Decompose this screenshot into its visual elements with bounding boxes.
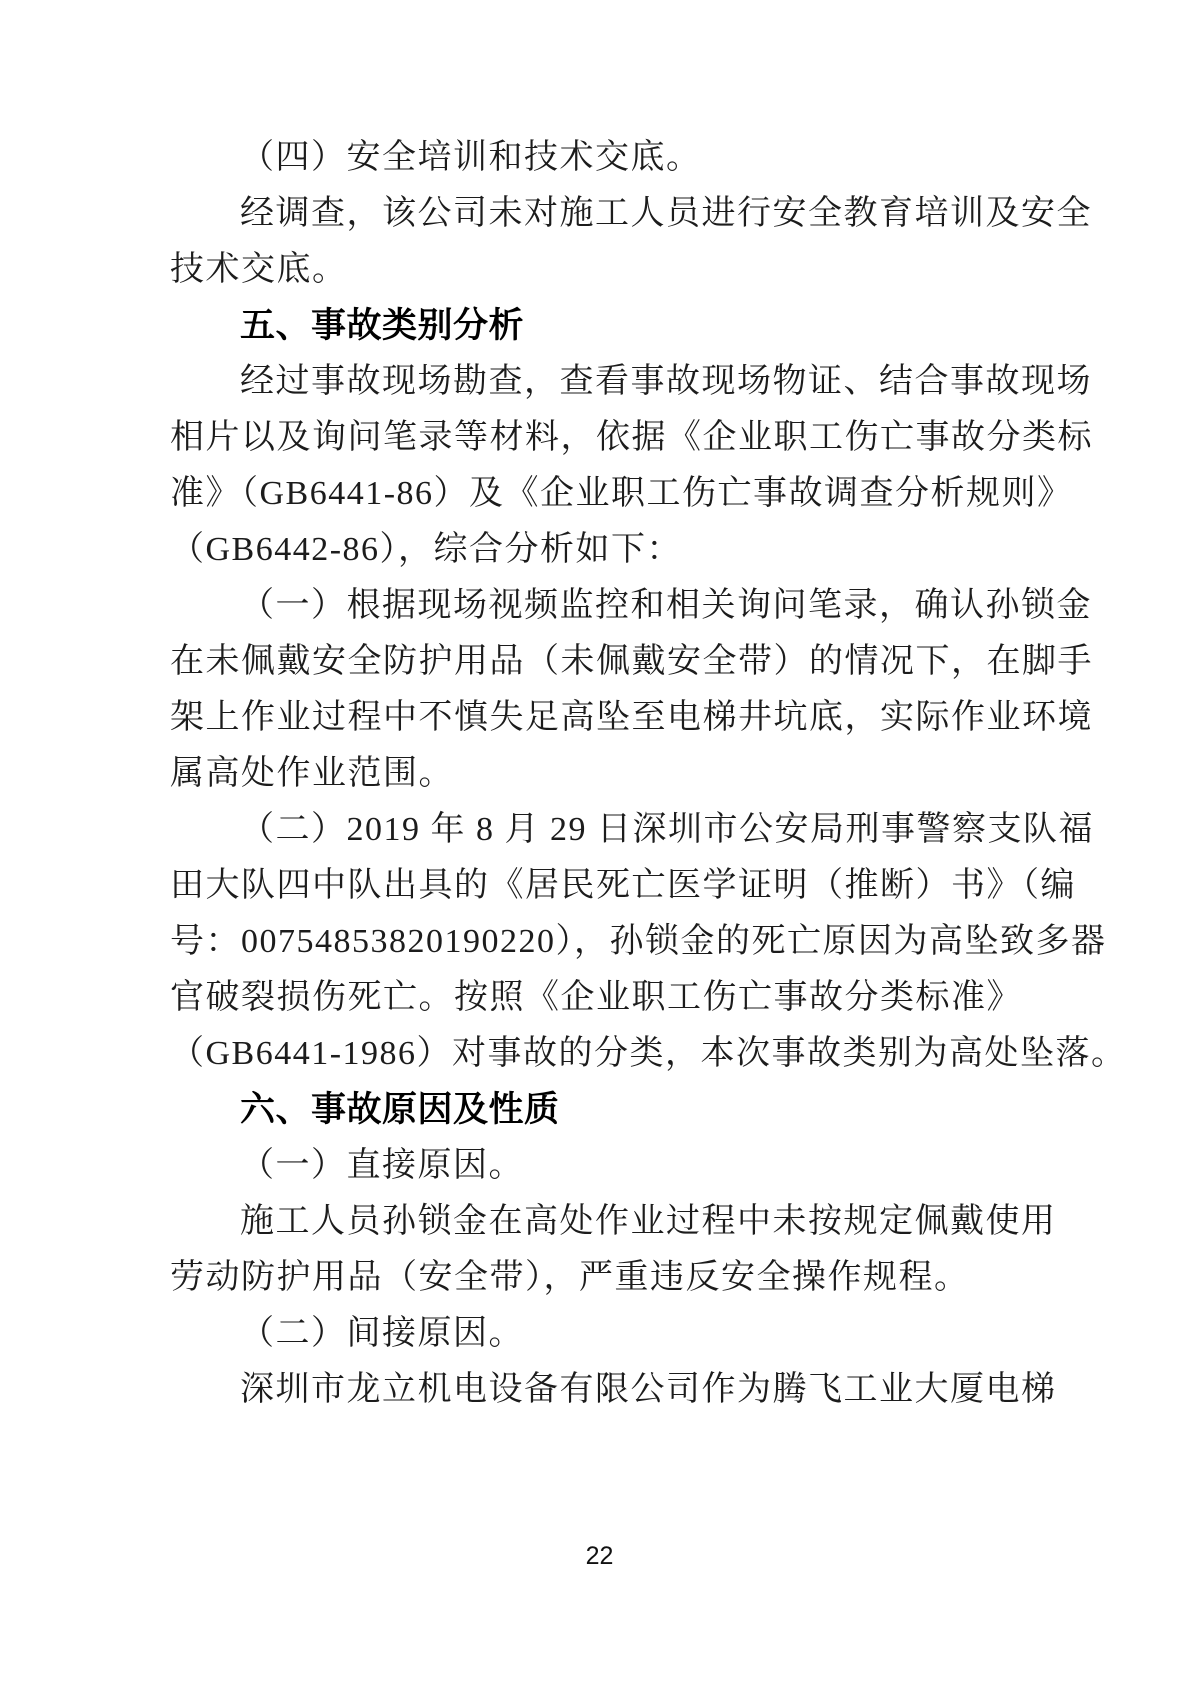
text-line: 在未佩戴安全防护用品（未佩戴安全带）的情况下，在脚手 <box>170 643 1093 680</box>
text-line: 技术交底。 <box>170 251 348 288</box>
text-line: 号：00754853820190220），孙锁金的死亡原因为高坠致多器 <box>170 923 1107 960</box>
text-line: （四）安全培训和技术交底。 <box>240 139 702 176</box>
page-number: 22 <box>585 1542 614 1570</box>
text-line: 属高处作业范围。 <box>170 755 454 792</box>
text-line: （一）根据现场视频监控和相关询问笔录，确认孙锁金 <box>240 587 1092 624</box>
text-line: 施工人员孙锁金在高处作业过程中未按规定佩戴使用 <box>240 1203 1057 1240</box>
text-line: 深圳市龙立机电设备有限公司作为腾飞工业大厦电梯 <box>240 1371 1057 1408</box>
text-line: 田大队四中队出具的《居民死亡医学证明（推断）书》（编 <box>170 867 1076 904</box>
text-line: 官破裂损伤死亡。按照《企业职工伤亡事故分类标准》 <box>170 979 1022 1016</box>
text-line: （二）2019 年 8 月 29 日深圳市公安局刑事警察支队福 <box>240 811 1094 848</box>
text-line: 劳动防护用品（安全带），严重违反安全操作规程。 <box>170 1259 970 1296</box>
section-heading: 五、事故类别分析 <box>240 306 525 345</box>
text-line: 相片以及询问笔录等材料，依据《企业职工伤亡事故分类标 <box>170 419 1093 456</box>
text-line: 经调查，该公司未对施工人员进行安全教育培训及安全 <box>240 195 1092 232</box>
text-line: （GB6441-1986）对事故的分类，本次事故类别为高处坠落。 <box>170 1035 1127 1072</box>
text-line: 经过事故现场勘查，查看事故现场物证、结合事故现场 <box>240 363 1092 400</box>
text-line: （二）间接原因。 <box>240 1315 524 1352</box>
text-line: （GB6442-86），综合分析如下： <box>170 531 683 568</box>
text-line: 架上作业过程中不慎失足高坠至电梯井坑底，实际作业环境 <box>170 699 1093 736</box>
document-body <box>170 130 1127 1418</box>
section-heading: 六、事故原因及性质 <box>240 1090 560 1129</box>
text-line: 准》（GB6441-86）及《企业职工伤亡事故调查分析规则》 <box>170 475 1073 512</box>
text-line: （一）直接原因。 <box>240 1147 524 1184</box>
